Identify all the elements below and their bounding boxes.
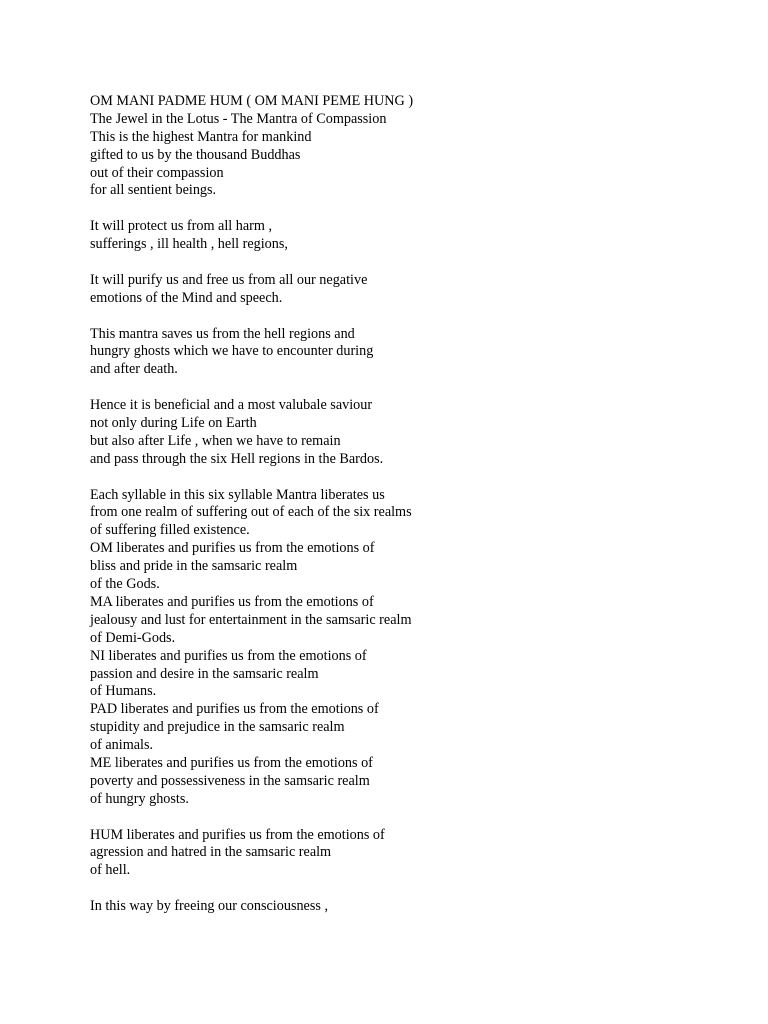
text-line: out of their compassion — [90, 164, 224, 181]
text-line: OM liberates and purifies us from the emotions of — [90, 540, 375, 557]
text-line: not only during Life on Earth — [90, 415, 257, 432]
text-line: from one realm of suffering out of each of the six realms — [90, 504, 412, 521]
text-line: emotions of the Mind and speech. — [90, 289, 283, 306]
text-line: It will purify us and free us from all our negative — [90, 271, 368, 288]
text-line: poverty and possessiveness in the samsaric realm — [90, 772, 370, 789]
text-line: Each syllable in this six syllable Mantra liberates us — [90, 486, 385, 503]
text-line: but also after Life , when we have to remain — [90, 432, 341, 449]
text-line: This is the highest Mantra for mankind — [90, 128, 312, 145]
text-line: of hungry ghosts. — [90, 790, 189, 807]
blank-line — [90, 809, 710, 827]
text-line: This mantra saves us from the hell regions and — [90, 325, 355, 342]
text-line: passion and desire in the samsaric realm — [90, 665, 319, 682]
text-line: of Humans. — [90, 683, 157, 700]
text-line: of the Gods. — [90, 576, 160, 593]
text-line: OM MANI PADME HUM ( OM MANI PEME HUNG ) — [90, 93, 414, 109]
text-line: The Jewel in the Lotus - The Mantra of Compassion — [90, 110, 387, 127]
text-line: In this way by freeing our consciousness , — [90, 898, 328, 915]
text-line: of suffering filled existence. — [90, 522, 250, 539]
text-line: bliss and pride in the samsaric realm — [90, 558, 298, 575]
text-line: jealousy and lust for entertainment in the samsaric realm — [90, 611, 412, 628]
blank-line — [90, 308, 710, 326]
text-line: sufferings , ill health , hell regions, — [90, 236, 288, 253]
text-line: PAD liberates and purifies us from the emotions of — [90, 701, 379, 718]
text-line: NI liberates and purifies us from the emotions of — [90, 647, 367, 664]
text-line: ME liberates and purifies us from the emotions of — [90, 754, 373, 771]
text-line: It will protect us from all harm , — [90, 218, 273, 235]
text-line: MA liberates and purifies us from the emotions of — [90, 593, 374, 610]
text-line: stupidity and prejudice in the samsaric realm — [90, 719, 345, 736]
blank-line — [90, 200, 710, 218]
document-body — [90, 93, 710, 916]
blank-line — [90, 880, 710, 898]
text-line: of hell. — [90, 862, 131, 879]
text-line: agression and hatred in the samsaric realm — [90, 844, 332, 861]
blank-line — [90, 254, 710, 272]
text-line: and after death. — [90, 361, 178, 378]
text-line: of Demi-Gods. — [90, 629, 176, 646]
text-line: hungry ghosts which we have to encounter during — [90, 343, 374, 360]
text-line: Hence it is beneficial and a most valubale saviour — [90, 397, 373, 414]
text-line: and pass through the six Hell regions in the Bardos. — [90, 450, 384, 467]
text-line: HUM liberates and purifies us from the emotions of — [90, 826, 385, 843]
text-line: of animals. — [90, 737, 154, 754]
blank-line — [90, 379, 710, 397]
text-line: for all sentient beings. — [90, 182, 217, 199]
blank-line — [90, 469, 710, 487]
text-line: gifted to us by the thousand Buddhas — [90, 146, 301, 163]
